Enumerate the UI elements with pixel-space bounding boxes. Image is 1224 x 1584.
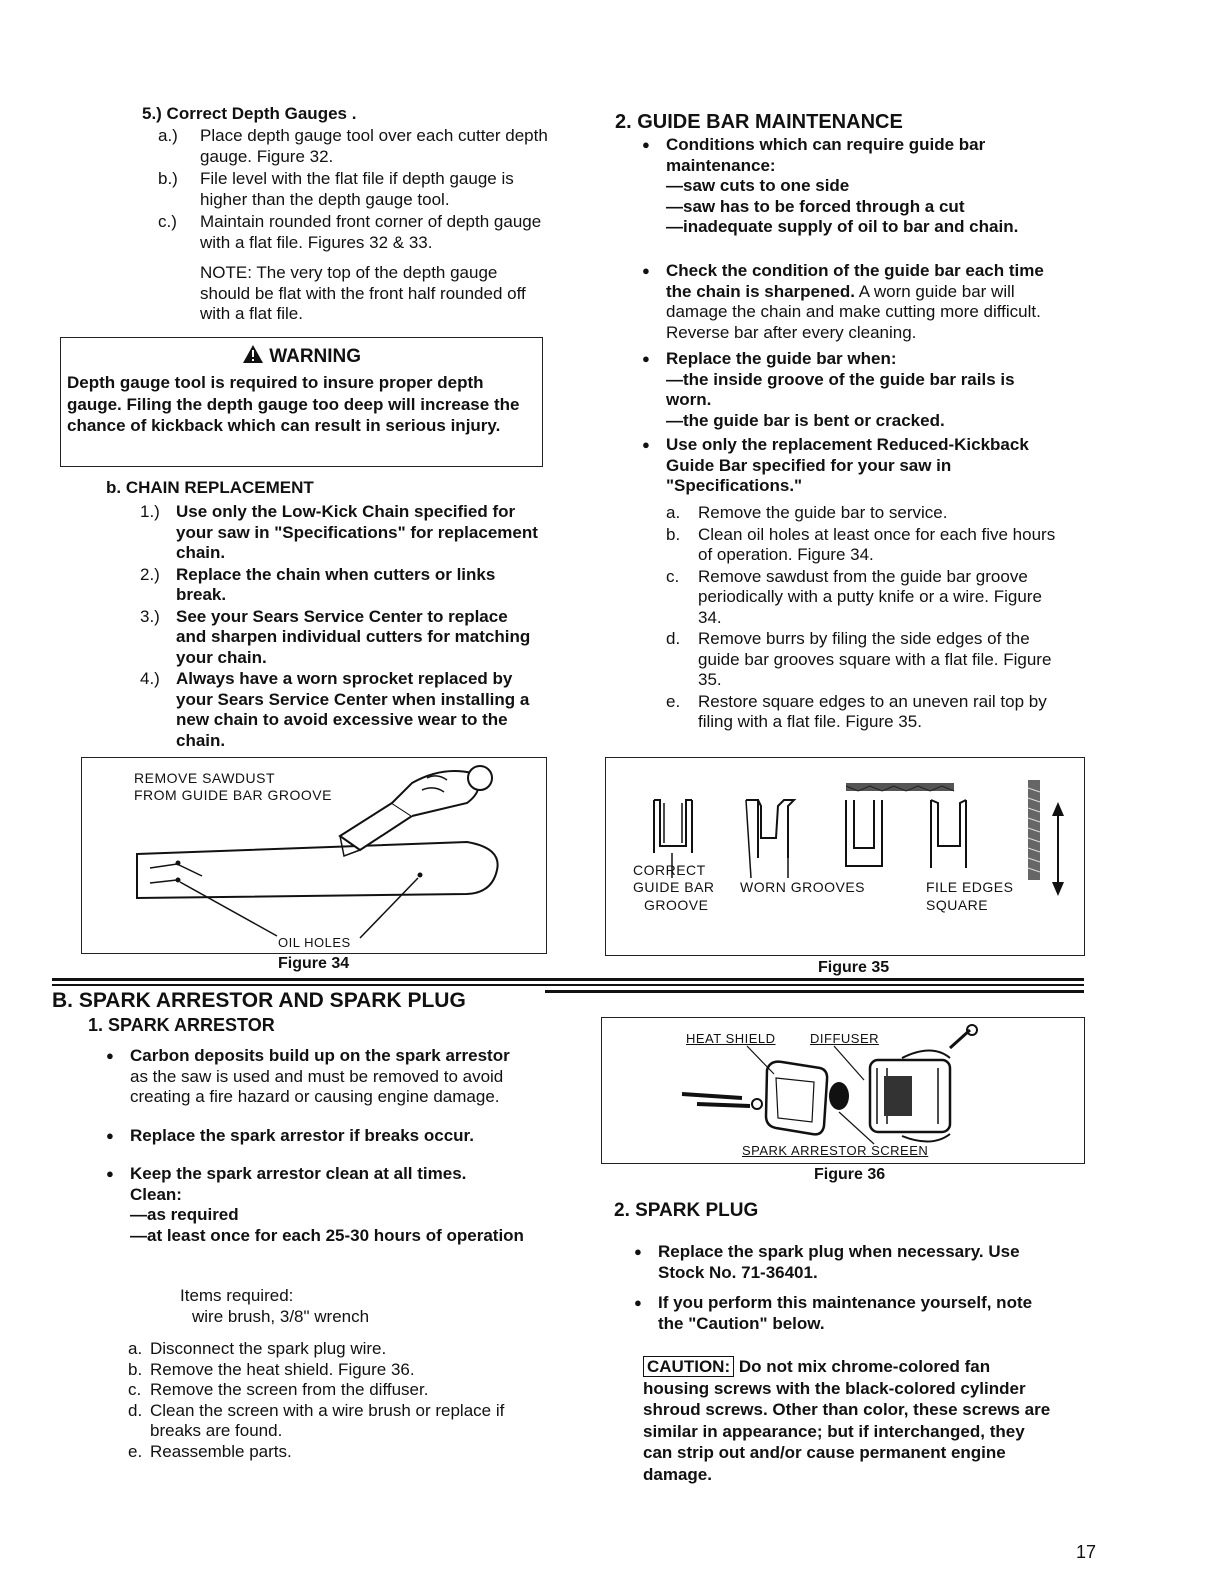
caution-text: Do not mix chrome-colored fan housing screws with the black-colored cylinder shroud screws. Other than color, these screws are similar in appearance; but if interchanged, they can strip out and/or cause permanent engine damage. bbox=[643, 1357, 1051, 1484]
list-item bbox=[128, 1360, 548, 1381]
guide-bar-check bbox=[666, 261, 1058, 343]
fig36-diffuser-label: DIFFUSER bbox=[810, 1031, 879, 1046]
item-text: Always have a worn sprocket replaced by your Sears Service Center when installing a new chain to avoid excessive wear to the chain. bbox=[176, 669, 530, 750]
item-text: Maintain rounded front corner of depth gauge with a flat file. Figures 32 & 33. bbox=[200, 212, 542, 252]
list-item bbox=[140, 502, 540, 564]
item-text: Remove the screen from the diffuser. bbox=[150, 1380, 429, 1399]
spark-arrestor-steps bbox=[128, 1339, 548, 1462]
list-item bbox=[666, 525, 1058, 566]
item-marker: 2.) bbox=[140, 564, 160, 584]
warning-title: WARNING bbox=[269, 346, 362, 367]
fig35-worn-label: WORN GROOVES bbox=[740, 879, 866, 895]
figure-36-caption: Figure 36 bbox=[814, 1166, 886, 1183]
caution-tag: CAUTION: bbox=[643, 1356, 734, 1377]
clean-label: Clean: bbox=[130, 1184, 182, 1204]
items-required: Items required: bbox=[180, 1286, 294, 1305]
bullet-carbon bbox=[130, 1046, 530, 1108]
item-marker: c. bbox=[666, 566, 680, 586]
warning-triangle-icon bbox=[242, 344, 264, 364]
item-marker: 3.) bbox=[140, 606, 160, 626]
section-rule-right bbox=[545, 990, 1084, 993]
dash-item: —saw cuts to one side bbox=[666, 176, 850, 195]
fig35-correct-label-1: CORRECT bbox=[633, 862, 706, 878]
item-marker: 4.) bbox=[140, 669, 160, 688]
item-text: Place depth gauge tool over each cutter depth gauge. Figure 32. bbox=[200, 126, 548, 166]
figure-36-box bbox=[601, 1017, 1085, 1164]
item-marker: c. bbox=[128, 1380, 142, 1399]
section-rule-top bbox=[52, 978, 1084, 981]
depth-gauges-list bbox=[158, 126, 548, 325]
carbon-bold-text: Carbon deposits build up on the spark arrestor bbox=[130, 1046, 510, 1065]
guide-bar-replace bbox=[666, 349, 1058, 497]
item-marker: a.) bbox=[158, 126, 178, 145]
list-item bbox=[140, 669, 540, 751]
check-bold-text: Check the condition of the guide bar each time the chain is sharpened. bbox=[666, 261, 1044, 301]
item-text: Reassemble parts. bbox=[150, 1441, 292, 1461]
item-marker: a. bbox=[666, 503, 681, 522]
list-item bbox=[128, 1442, 548, 1463]
depth-gauges-heading: 5.) Correct Depth Gauges . bbox=[142, 104, 357, 123]
bullet-keep-clean: ● Keep the spark arrestor clean at all times. bbox=[130, 1164, 530, 1185]
list-item bbox=[158, 169, 548, 210]
item-text: Remove the heat shield. Figure 36. bbox=[150, 1359, 415, 1379]
dash-item: —inadequate supply of oil to bar and chain. bbox=[666, 217, 1019, 236]
item-marker: d. bbox=[128, 1400, 143, 1420]
dash-item: —as required bbox=[130, 1205, 239, 1224]
item-text: Replace the chain when cutters or links break. bbox=[176, 564, 496, 604]
warning-box bbox=[60, 337, 543, 467]
warning-title-row bbox=[61, 344, 542, 368]
item-marker: e. bbox=[666, 691, 681, 711]
spark-arrestor-bullets bbox=[130, 1046, 530, 1246]
list-item bbox=[158, 126, 548, 167]
guide-bar-illustration bbox=[82, 758, 545, 952]
figure-35-caption: Figure 35 bbox=[818, 959, 890, 976]
warning-text: Depth gauge tool is required to insure proper depth gauge. Filing the depth gauge too deep will increase the chance of kickback which can result in serious injury. bbox=[67, 373, 520, 435]
items-list: wire brush, 3/8" wrench bbox=[192, 1307, 370, 1326]
guide-bar-conditions bbox=[666, 135, 1058, 238]
item-text: Restore square edges to an uneven rail top by filing with a flat file. Figure 35. bbox=[698, 691, 1047, 731]
fig35-file-label-2: SQUARE bbox=[926, 897, 989, 913]
list-item bbox=[128, 1380, 548, 1401]
bullet-use: ● Use only the replacement Reduced-Kickback Guide Bar specified for your saw in "Specifications." bbox=[666, 435, 1058, 497]
dash-item: —saw has to be forced through a cut bbox=[666, 196, 965, 216]
dash-item: —the inside groove of the guide bar rails is worn. bbox=[666, 369, 1015, 409]
figure-34-box bbox=[81, 757, 547, 954]
carbon-rest-text: as the saw is used and must be removed to avoid creating a fire hazard or causing engine damage. bbox=[130, 1066, 504, 1106]
list-item bbox=[666, 629, 1058, 691]
page-number: 17 bbox=[1076, 1542, 1097, 1562]
chain-replacement-list bbox=[140, 502, 540, 751]
item-text: File level with the flat file if depth gauge is higher than the depth gauge tool. bbox=[200, 169, 514, 209]
fig35-correct-label-2: GUIDE BAR bbox=[633, 879, 715, 895]
list-item bbox=[158, 212, 548, 253]
section-b-heading: B. SPARK ARRESTOR AND SPARK PLUG bbox=[52, 989, 466, 1012]
guide-bar-steps bbox=[666, 503, 1058, 733]
caution-block bbox=[643, 1356, 1057, 1485]
item-marker: c.) bbox=[158, 212, 177, 231]
item-marker: d. bbox=[666, 629, 681, 648]
fig36-screen-label: SPARK ARRESTOR SCREEN bbox=[742, 1143, 929, 1158]
bullet-check bbox=[666, 261, 1058, 343]
list-item bbox=[140, 565, 540, 606]
item-text: Remove the guide bar to service. bbox=[698, 503, 948, 522]
item-marker: a. bbox=[128, 1339, 143, 1358]
spark-plug-bullets bbox=[658, 1242, 1058, 1334]
item-marker: b. bbox=[128, 1359, 143, 1379]
dash-item: —the guide bar is bent or cracked. bbox=[666, 410, 945, 430]
bullet-conditions: ● Conditions which can require guide bar maintenance: bbox=[666, 135, 1058, 176]
list-item bbox=[666, 567, 1058, 629]
bullet-replace-arrestor: ● Replace the spark arrestor if breaks occur. bbox=[130, 1126, 530, 1147]
chain-replacement-heading: b. CHAIN REPLACEMENT bbox=[106, 478, 314, 497]
item-text: See your Sears Service Center to replace and sharpen individual cutters for matching your chain. bbox=[176, 606, 531, 667]
bullet-replace: ● Replace the guide bar when: bbox=[666, 349, 1058, 370]
bullet-replace-plug: ● Replace the spark plug when necessary. Use Stock No. 71-36401. bbox=[658, 1242, 1058, 1283]
list-item bbox=[666, 503, 1058, 524]
list-item bbox=[140, 607, 540, 669]
guide-bar-heading: 2. GUIDE BAR MAINTENANCE bbox=[615, 111, 903, 133]
groove-diagrams bbox=[606, 758, 1083, 954]
check-rest-text: A worn guide bar will damage the chain and make cutting more difficult. Reverse bar after every cleaning. bbox=[666, 281, 1041, 342]
fig36-heat-shield-label: HEAT SHIELD bbox=[686, 1031, 776, 1046]
figure-35-box bbox=[605, 757, 1085, 956]
spark-arrestor-illustration bbox=[602, 1018, 1083, 1162]
item-marker: b. bbox=[666, 524, 681, 544]
item-marker: b.) bbox=[158, 169, 178, 188]
item-text: Remove burrs by filing the side edges of the guide bar grooves square with a flat file. Figure 35. bbox=[698, 629, 1052, 689]
item-marker: e. bbox=[128, 1441, 143, 1461]
fig35-file-label-1: FILE EDGES bbox=[926, 879, 1014, 895]
fig34-oil-holes-label: OIL HOLES bbox=[278, 935, 351, 950]
list-item bbox=[128, 1339, 548, 1360]
fig35-correct-label-3: GROOVE bbox=[644, 897, 709, 913]
item-text: Use only the Low-Kick Chain specified for your saw in "Specifications" for replacement chain. bbox=[176, 502, 538, 562]
fig34-label-1: REMOVE SAWDUST bbox=[134, 770, 276, 786]
item-text: Remove sawdust from the guide bar groove periodically with a putty knife or a wire. Figure 34. bbox=[698, 566, 1042, 627]
item-marker: 1.) bbox=[140, 502, 160, 521]
fig34-label-2: FROM GUIDE BAR GROOVE bbox=[134, 787, 332, 803]
spark-arrestor-heading: 1. SPARK ARRESTOR bbox=[88, 1015, 275, 1035]
list-item bbox=[128, 1401, 548, 1442]
item-text: Clean oil holes at least once for each five hours of operation. Figure 34. bbox=[698, 524, 1056, 564]
dash-item: —at least once for each 25-30 hours of operation bbox=[130, 1225, 524, 1245]
item-text: Disconnect the spark plug wire. bbox=[150, 1339, 387, 1358]
bullet-perform: ● If you perform this maintenance yourself, note the "Caution" below. bbox=[658, 1293, 1058, 1334]
item-text: Clean the screen with a wire brush or replace if breaks are found. bbox=[150, 1400, 505, 1440]
figure-34-caption: Figure 34 bbox=[278, 955, 350, 972]
list-item bbox=[666, 692, 1058, 733]
section-rule-mid bbox=[52, 984, 1084, 986]
depth-note: NOTE: The very top of the depth gauge should be flat with the front half rounded off with a flat file. bbox=[200, 263, 526, 323]
spark-plug-heading: 2. SPARK PLUG bbox=[614, 1200, 759, 1221]
